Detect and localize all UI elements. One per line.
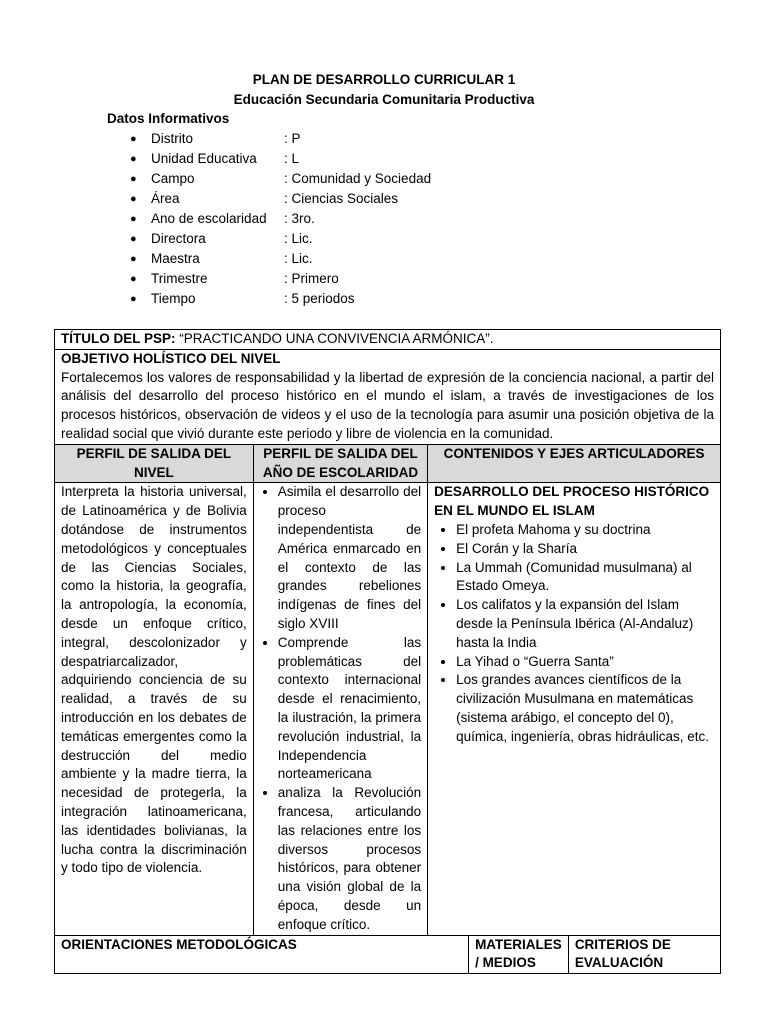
document-title: PLAN DE DESARROLLO CURRICULAR 1	[252, 72, 516, 87]
header-contenidos: CONTENIDOS Y EJES ARTICULADORES	[428, 444, 721, 483]
list-item: • La Ummah (Comunidad musulmana) al Estado Omeya.	[456, 559, 714, 597]
datos-label: Área	[151, 191, 180, 206]
header-materiales: MATERIALES / MEDIOS	[469, 935, 569, 974]
datos-label: Maestra	[151, 251, 200, 266]
bullet-icon: ●	[130, 293, 137, 305]
bullet-icon: ●	[130, 233, 137, 245]
list-item: • analiza la Revolución francesa, articulando las relaciones entre los diversos procesos históricos, para obtener una visión global de la época, desde un enfoque crítico.	[278, 784, 421, 934]
datos-label: Tiempo	[151, 291, 196, 306]
objetivo-row	[55, 349, 721, 444]
datos-heading: Datos Informativos	[107, 111, 230, 126]
datos-value: : 5 periodos	[284, 291, 355, 306]
datos-label: Trimestre	[151, 271, 208, 286]
datos-value: : Lic.	[284, 251, 313, 266]
datos-value: : Lic.	[284, 231, 313, 246]
bullet-icon: ●	[130, 253, 137, 265]
contenidos-list	[434, 521, 714, 747]
header-perfil-nivel: PERFIL DE SALIDA DEL NIVEL	[55, 444, 254, 483]
bullet-icon: ●	[130, 213, 137, 225]
list-item: • El profeta Mahoma y su doctrina	[456, 521, 714, 540]
header-perfil-anio: PERFIL DE SALIDA DEL AÑO DE ESCOLARIDAD	[253, 444, 427, 483]
datos-label: Campo	[151, 171, 195, 186]
list-item: • El Corán y la Sharía	[456, 540, 714, 559]
header-criterios: CRITERIOS DE EVALUACIÓN	[568, 935, 720, 974]
contenidos-cell	[428, 483, 721, 935]
content-row	[55, 483, 721, 935]
list-item: • Los grandes avances científicos de la civilización Musulmana en matemáticas (sistema arábigo, el concepto del 0), química, ingeniería, obras hidráulicas, etc.	[456, 671, 714, 746]
header-orientaciones: ORIENTACIONES METODOLÓGICAS	[55, 935, 469, 974]
datos-label: Ano de escolaridad	[151, 211, 267, 226]
datos-value: : Comunidad y Sociedad	[284, 171, 432, 186]
bullet-icon: ●	[130, 273, 137, 285]
bottom-header-row	[55, 935, 721, 974]
psp-value: “PRACTICANDO UNA CONVIVENCIA ARMÓNICA”.	[175, 331, 494, 346]
bullet-icon: ●	[130, 173, 137, 185]
list-item: • La Yihad o “Guerra Santa”	[456, 653, 714, 672]
datos-value: : Primero	[284, 271, 339, 286]
datos-value: : P	[284, 131, 301, 146]
list-item: • Comprende las problemáticas del contexto internacional desde el renacimiento, la ilustración, la primera revolución industrial, la Independencia norteamericana	[278, 634, 421, 784]
datos-label: Unidad Educativa	[151, 151, 257, 166]
objetivo-text: Fortalecemos los valores de responsabilidad y la libertad de expresión de la conciencia nacional, a partir del análisis del desarrollo del proceso histórico en el mundo el islam, a través de investigaciones de los procesos históricos, observación de videos y el uso de la tecnología para asumir una posición objetiva de la realidad social que vivió durante este periodo y libre de violencia en la comunidad.	[61, 369, 714, 441]
objetivo-heading: OBJETIVO HOLÍSTICO DEL NIVEL	[61, 350, 281, 366]
bullet-icon: ●	[130, 193, 137, 205]
perfil-nivel-cell: Interpreta la historia universal, de Latinoamérica y de Bolivia dotándose de instrumentos metodológicos y conceptuales de las Ciencias Sociales, como la historia, la geografía, la antropología, la economía, desde un enfoque crítico, integral, descolonizador y despatriarcalizador, adquiriendo conciencia de su realidad, a través de su introducción en los debates de temáticas emergentes como la destrucción del medio ambiente y la madre tierra, la necesidad de protegerla, la integración latinoamericana, las identidades bolivianas, la lucha contra la discriminación y todo tipo de violencia.	[55, 483, 254, 935]
psp-label: TÍTULO DEL PSP:	[61, 331, 176, 346]
perfil-anio-cell	[253, 483, 427, 935]
list-item: • Asimila el desarrollo del proceso independentista de América enmarcado en el contexto de las grandes rebeliones indígenas de fines del siglo XVIII	[278, 483, 421, 633]
psp-row	[55, 330, 721, 350]
psp-cell	[55, 330, 721, 350]
perfil-anio-list	[256, 483, 421, 934]
bullet-icon: ●	[130, 133, 137, 145]
list-item: • Los califatos y la expansión del Islam desde la Península Ibérica (Al-Andaluz) hasta la India	[456, 596, 714, 652]
datos-label: Directora	[151, 231, 206, 246]
plan-table	[54, 329, 721, 974]
datos-value: : Ciencias Sociales	[284, 191, 399, 206]
datos-label: Distrito	[151, 131, 194, 146]
bullet-icon: ●	[130, 153, 137, 165]
datos-value: : L	[284, 151, 300, 166]
objetivo-cell	[55, 349, 721, 444]
document-subtitle: Educación Secundaria Comunitaria Productiva	[233, 92, 535, 107]
datos-value: : 3ro.	[284, 211, 315, 226]
contenidos-heading: DESARROLLO DEL PROCESO HISTÓRICO EN EL MUNDO EL ISLAM	[434, 484, 710, 519]
column-header-row	[55, 444, 721, 483]
